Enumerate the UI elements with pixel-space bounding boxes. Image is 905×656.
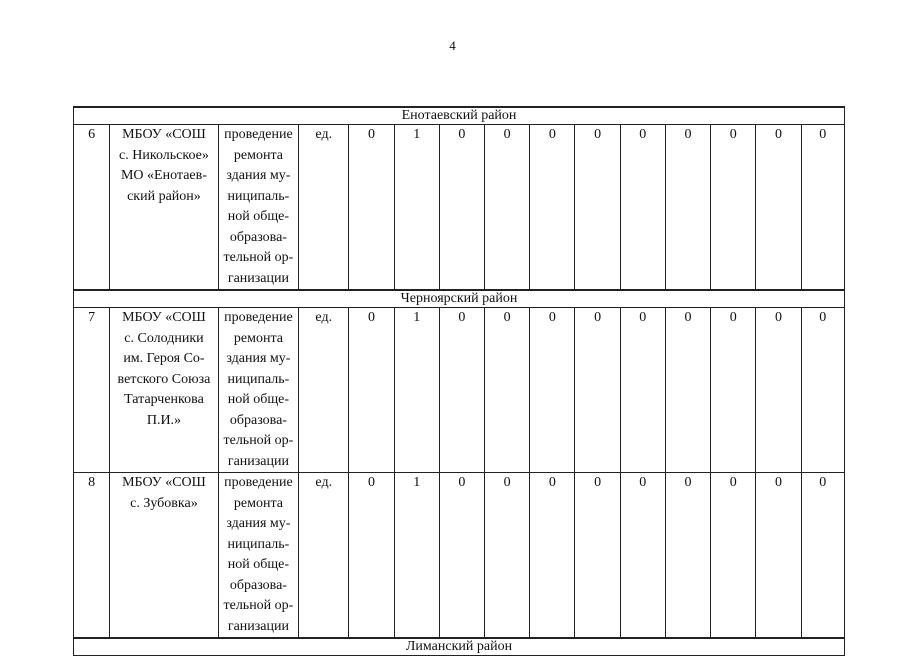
organization-line: ский район» bbox=[127, 188, 201, 204]
district-row bbox=[74, 290, 845, 308]
district-name: Черноярский район bbox=[74, 290, 845, 308]
value-cell: 0 bbox=[756, 473, 801, 639]
organization-line: им. Героя Со- bbox=[123, 351, 205, 366]
value-cell: 0 bbox=[801, 308, 844, 473]
table-body bbox=[74, 107, 845, 656]
value-cell: 1 bbox=[394, 308, 439, 473]
district-row bbox=[74, 107, 845, 125]
page-number: 4 bbox=[449, 38, 456, 53]
organization-cell bbox=[110, 308, 219, 473]
row-number: 8 bbox=[74, 473, 110, 639]
value-cell: 0 bbox=[349, 308, 394, 473]
value-cell: 0 bbox=[665, 125, 710, 291]
value-cell: 0 bbox=[575, 473, 620, 639]
organization-line: МБОУ «СОШ bbox=[122, 475, 206, 490]
work-line: ниципаль- bbox=[227, 188, 290, 204]
unit-cell: ед. bbox=[299, 125, 349, 291]
organization-line: МО «Енотаев- bbox=[120, 168, 207, 183]
work-line: ремонта bbox=[233, 147, 283, 163]
district-row bbox=[74, 638, 845, 656]
program-table bbox=[73, 106, 845, 656]
value-cell: 1 bbox=[394, 473, 439, 639]
value-cell: 0 bbox=[711, 308, 756, 473]
district-name: Лиманский район bbox=[74, 638, 845, 656]
district-name: Енотаевский район bbox=[74, 107, 845, 125]
value-cell: 0 bbox=[530, 473, 575, 639]
work-line: ной обще- bbox=[227, 209, 290, 224]
table-row bbox=[74, 473, 845, 639]
value-cell: 1 bbox=[394, 125, 439, 291]
work-cell bbox=[218, 473, 298, 639]
value-cell: 0 bbox=[485, 308, 530, 473]
value-cell: 0 bbox=[439, 125, 484, 291]
work-line: здания му- bbox=[226, 516, 291, 531]
value-cell: 0 bbox=[620, 473, 665, 639]
organization-line: с. Солодники bbox=[124, 330, 204, 346]
work-line: тельной ор- bbox=[223, 250, 294, 265]
organization-line: ветского Союза bbox=[117, 371, 211, 387]
work-line: ремонта bbox=[233, 330, 283, 346]
work-line: тельной ор- bbox=[223, 433, 294, 448]
work-line: здания му- bbox=[226, 168, 291, 183]
work-line: здания му- bbox=[226, 351, 291, 366]
table-row bbox=[74, 308, 845, 473]
value-cell: 0 bbox=[485, 473, 530, 639]
organization-line: с. Зубовка» bbox=[130, 495, 198, 511]
work-line: проведение bbox=[224, 475, 293, 490]
value-cell: 0 bbox=[439, 473, 484, 639]
unit-cell: ед. bbox=[299, 308, 349, 473]
work-line: ниципаль- bbox=[227, 371, 290, 387]
organization-line: Татарченкова bbox=[124, 392, 204, 407]
value-cell: 0 bbox=[665, 473, 710, 639]
organization-line: МБОУ «СОШ bbox=[122, 127, 206, 142]
work-line: образова- bbox=[229, 412, 287, 428]
value-cell: 0 bbox=[620, 308, 665, 473]
work-line: ниципаль- bbox=[227, 536, 290, 552]
work-line: ремонта bbox=[233, 495, 283, 511]
work-line: ганизации bbox=[227, 618, 289, 634]
unit-cell: ед. bbox=[299, 473, 349, 639]
value-cell: 0 bbox=[756, 125, 801, 291]
organization-cell bbox=[110, 473, 219, 639]
organization-line: П.И.» bbox=[146, 412, 182, 428]
work-line: проведение bbox=[224, 127, 293, 142]
value-cell: 0 bbox=[575, 308, 620, 473]
work-cell bbox=[218, 308, 298, 473]
row-number: 7 bbox=[74, 308, 110, 473]
work-line: образова- bbox=[229, 229, 287, 245]
organization-line: с. Никольское» bbox=[119, 147, 209, 163]
value-cell: 0 bbox=[349, 473, 394, 639]
value-cell: 0 bbox=[485, 125, 530, 291]
value-cell: 0 bbox=[711, 473, 756, 639]
value-cell: 0 bbox=[801, 125, 844, 291]
value-cell: 0 bbox=[756, 308, 801, 473]
value-cell: 0 bbox=[620, 125, 665, 291]
value-cell: 0 bbox=[530, 125, 575, 291]
organization-line: МБОУ «СОШ bbox=[122, 310, 206, 325]
value-cell: 0 bbox=[711, 125, 756, 291]
work-line: ганизации bbox=[227, 270, 289, 286]
value-cell: 0 bbox=[530, 308, 575, 473]
value-cell: 0 bbox=[349, 125, 394, 291]
work-line: проведение bbox=[224, 310, 293, 325]
work-line: ной обще- bbox=[227, 392, 290, 407]
work-line: ной обще- bbox=[227, 557, 290, 572]
work-line: образова- bbox=[229, 577, 287, 593]
table-row bbox=[74, 125, 845, 291]
work-line: ганизации bbox=[227, 453, 289, 469]
row-number: 6 bbox=[74, 125, 110, 291]
work-cell bbox=[218, 125, 298, 291]
value-cell: 0 bbox=[439, 308, 484, 473]
value-cell: 0 bbox=[801, 473, 844, 639]
organization-cell bbox=[110, 125, 219, 291]
work-line: тельной ор- bbox=[223, 598, 294, 613]
value-cell: 0 bbox=[665, 308, 710, 473]
value-cell: 0 bbox=[575, 125, 620, 291]
